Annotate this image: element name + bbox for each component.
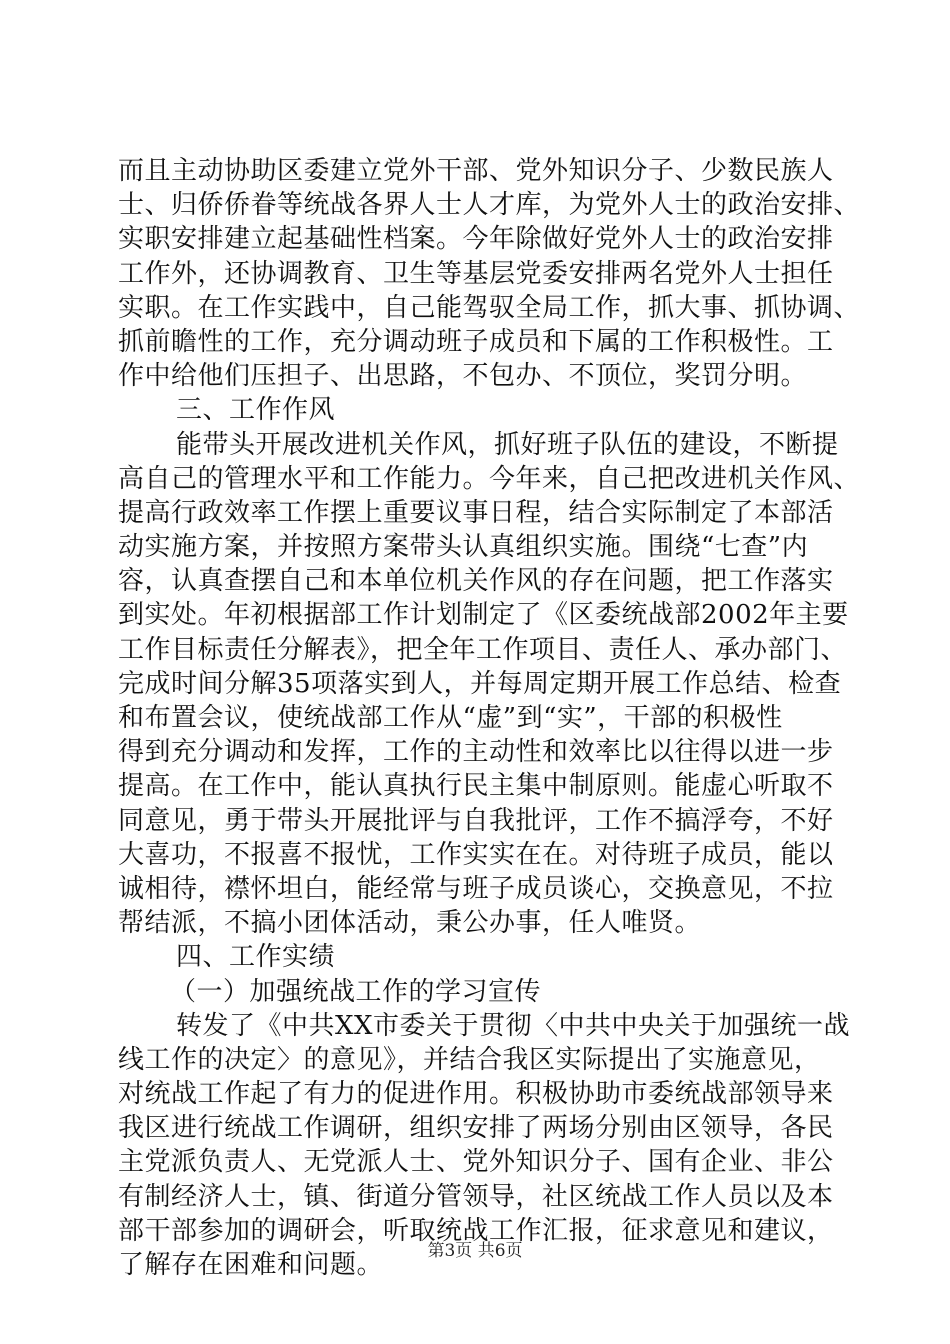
text-line: 提高。在工作中，能认真执行民主集中制原则。能虚心听取不 xyxy=(118,771,834,802)
text-line: 大喜功，不报喜不报忧，工作实实在在。对待班子成员，能以 xyxy=(118,839,834,870)
text-line: 士、归侨侨眷等统战各界人士人才库，为党外人士的政治安排、 xyxy=(118,190,861,221)
text-line: （一）加强统战工作的学习宣传 xyxy=(170,976,542,1007)
text-line: 和布置会议，使统战部工作从“虚”到“实”，干部的积极性 xyxy=(118,703,783,733)
text-line: 对统战工作起了有力的促进作用。积极协助市委统战部领导来 xyxy=(118,1079,834,1110)
text-line: 高自己的管理水平和工作能力。今年来，自己把改进机关作风、 xyxy=(118,463,861,494)
text-line: 诚相待，襟怀坦白，能经常与班子成员谈心，交换意见，不拉 xyxy=(118,873,834,904)
page-number-footer: 第3页 共6页 xyxy=(427,1241,523,1261)
text-line: 得到充分调动和发挥，工作的主动性和效率比以往得以进一步 xyxy=(118,737,834,768)
text-line: 而且主动协助区委建立党外干部、党外知识分子、少数民族人 xyxy=(118,156,834,186)
text-line: 线工作的决定〉的意见》，并结合我区实际提出了实施意见， xyxy=(118,1044,821,1075)
text-line: 转发了《中共XX市委关于贯彻〈中共中央关于加强统一战 xyxy=(176,1010,851,1041)
text-line: 完成时间分解35项落实到人，并每周定期开展工作总结、检查 xyxy=(118,668,842,699)
text-line: 四、工作实绩 xyxy=(176,942,336,973)
text-line: 实职安排建立起基础性档案。今年除做好党外人士的政治安排 xyxy=(118,224,834,255)
document-body xyxy=(118,154,861,1282)
text-line: 抓前瞻性的工作，充分调动班子成员和下属的工作积极性。工 xyxy=(118,326,834,357)
text-line: 到实处。年初根据部工作计划制定了《区委统战部2002年主要 xyxy=(118,600,849,631)
text-line: 我区进行统战工作调研，组织安排了两场分别由区领导，各民 xyxy=(118,1113,834,1144)
text-line: 三、工作作风 xyxy=(176,395,336,426)
text-line: 能带头开展改进机关作风，抓好班子队伍的建设，不断提 xyxy=(176,429,839,460)
text-line: 了解存在困难和问题。 xyxy=(118,1250,384,1280)
text-line: 主党派负责人、无党派人士、党外知识分子、国有企业、非公 xyxy=(118,1147,834,1178)
text-line: 工作外，还协调教育、卫生等基层党委安排两名党外人士担任 xyxy=(118,258,834,289)
text-line: 提高行政效率工作摆上重要议事日程，结合实际制定了本部活 xyxy=(118,497,834,528)
text-line: 部干部参加的调研会，听取统战工作汇报，征求意见和建议， xyxy=(118,1215,834,1246)
text-line: 动实施方案，并按照方案带头认真组织实施。围绕“七查”内 xyxy=(118,532,809,563)
text-line: 容，认真查摆自己和本单位机关作风的存在问题，把工作落实 xyxy=(118,566,834,597)
text-line: 帮结派，不搞小团体活动，秉公办事，任人唯贤。 xyxy=(118,908,702,939)
text-line: 工作目标责任分解表》，把全年工作项目、责任人、承办部门、 xyxy=(118,634,848,665)
text-line: 实职。在工作实践中，自己能驾驭全局工作，抓大事、抓协调、 xyxy=(118,292,861,323)
text-line: 作中给他们压担子、出思路，不包办、不顶位，奖罚分明。 xyxy=(118,361,808,392)
text-line: 同意见，勇于带头开展批评与自我批评，工作不搞浮夸，不好 xyxy=(118,805,834,836)
text-line: 有制经济人士，镇、街道分管领导，社区统战工作人员以及本 xyxy=(118,1181,834,1212)
